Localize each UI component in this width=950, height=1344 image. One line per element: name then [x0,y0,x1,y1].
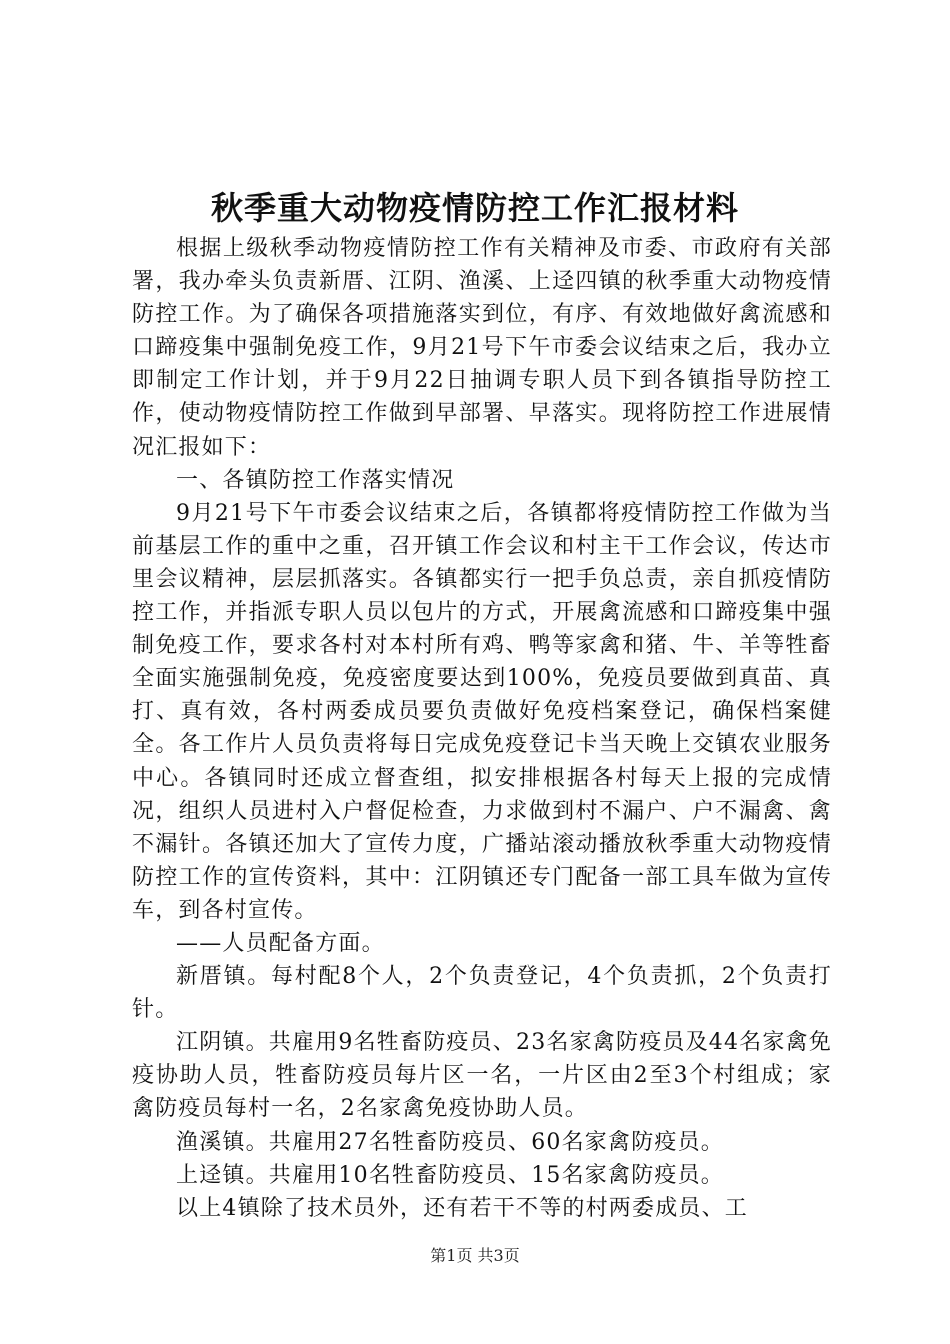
paragraph-town-implementation: 9月21号下午市委会议结束之后，各镇都将疫情防控工作做为当前基层工作的重中之重，召开镇工作会议和村主干工作会议，传达市里会议精神，层层抓落实。各镇都实行一把手负总责，亲自抓疫情防控工作，并指派专职人员以包片的方式，开展禽流感和口蹄疫集中强制免疫工作，要求各村对本村所有鸡、鸭等家禽和猪、牛、羊等牲畜全面实施强制免疫，免疫密度要达到100%，免疫员要做到真苗、真打、真有效，各村两委成员要负责做好免疫档案登记，确保档案健全。各工作片人员负责将每日完成免疫登记卡当天晚上交镇农业服务中心。各镇同时还成立督查组，拟安排根据各村每天上报的完成情况，组织人员进村入户督促检查，力求做到村不漏户、户不漏禽、禽不漏针。各镇还加大了宣传力度，广播站滚动播放秋季重大动物疫情防控工作的宣传资料，其中：江阴镇还专门配备一部工具车做为宣传车，到各村宣传。 [132,500,832,923]
paragraph-intro: 根据上级秋季动物疫情防控工作有关精神及市委、市政府有关部署，我办牵头负责新厝、江阴、渔溪、上迳四镇的秋季重大动物疫情防控工作。为了确保各项措施落实到位，有序、有效地做好禽流感和口蹄疫集中强制免疫工作，9月21号下午市委会议结束之后，我办立即制定工作计划，并于9月22日抽调专职人员下到各镇指导防控工作，使动物疫情防控工作做到早部署、早落实。现将防控工作进展情况汇报如下： [132,236,832,460]
document-body [132,232,832,1225]
section-heading-1: 一、各镇防控工作落实情况 [176,467,455,493]
paragraph-shangjing: 上迳镇。共雇用10名牲畜防疫员、15名家禽防疫员。 [176,1162,724,1188]
paragraph-summary: 以上4镇除了技术员外，还有若干不等的村两委成员、工 [176,1195,748,1221]
subsection-heading-staffing: ——人员配备方面。 [176,930,385,956]
page-number-footer: 第1页 共3页 [430,1246,520,1265]
paragraph-yuxi: 渔溪镇。共雇用27名牲畜防疫员、60名家禽防疫员。 [176,1129,724,1155]
paragraph-xincuo: 新厝镇。每村配8个人，2个负责登记，4个负责抓，2个负责打针。 [132,964,832,1023]
paragraph-jiangyin: 江阴镇。共雇用9名牲畜防疫员、23名家禽防疫员及44名家禽免疫协助人员，牲畜防疫员每片区一名，一片区由2至3个村组成；家禽防疫员每村一名，2名家禽免疫协助人员。 [132,1030,832,1122]
document-title: 秋季重大动物疫情防控工作汇报材料 [210,189,739,227]
